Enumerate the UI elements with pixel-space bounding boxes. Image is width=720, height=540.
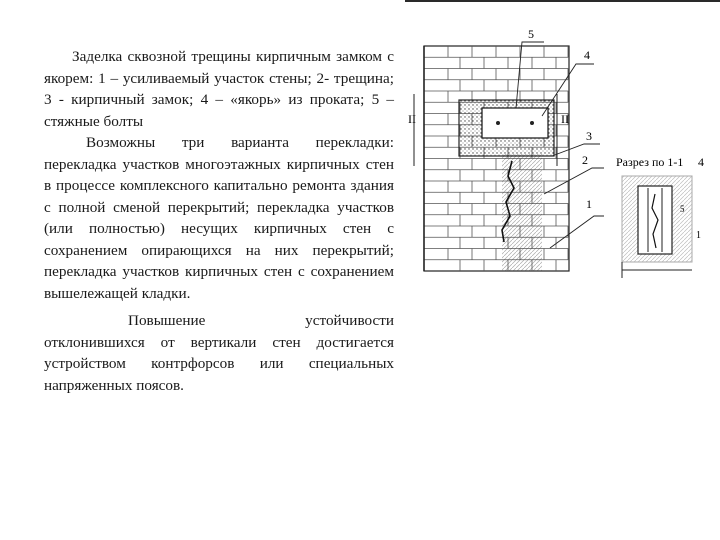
section-callout-4: 4 (698, 155, 704, 169)
paragraph-wall-stability: Повышение устойчивости отклонившихся от вертикали стен достигается устройством контрфорсов или специальных напряженных поясов. (44, 312, 394, 394)
top-divider-line (405, 0, 720, 2)
section-label-right: II (561, 112, 569, 126)
callout-3: 3 (586, 129, 592, 143)
callout-1: 1 (586, 197, 592, 211)
section-callout-1: 1 (696, 230, 701, 241)
reinforced-zone (502, 154, 542, 271)
figure-caption: Заделка сквозной трещины кирпичным замком с якорем: 1 – усиливаемый участок стены; 2- трещина; 3 - кирпичный замок; 4 – «якорь» из проката; 5 – стяжные болты (44, 48, 394, 130)
drawing-svg (404, 16, 714, 286)
callout-4: 4 (584, 48, 590, 62)
section-view (616, 155, 704, 278)
paragraph-rebuild-options: Возможны три варианта перекладки: перекладка участков многоэтажных кирпичных стен в процессе комплексного капитально ремонта здания с полной сменой перекрытий; перекладка участков (или полностью) несущих кирпичных стен с сохранением опирающихся на них перекрытий; перекладка участков кирпичных стен с сохранением вышележащей кладки. (44, 134, 394, 302)
brick-wall-elevation (424, 46, 569, 271)
callout-5: 5 (528, 27, 534, 41)
section-label-left: II (408, 112, 416, 126)
section-title: Разрез по 1-1 (616, 155, 684, 169)
bolt-right (530, 121, 534, 125)
text-content (44, 46, 394, 396)
bolt-left (496, 121, 500, 125)
anchor-plate (482, 108, 548, 138)
callout-2: 2 (582, 153, 588, 167)
section-callout-5: 5 (680, 204, 685, 214)
crack-repair-drawing (404, 16, 714, 291)
